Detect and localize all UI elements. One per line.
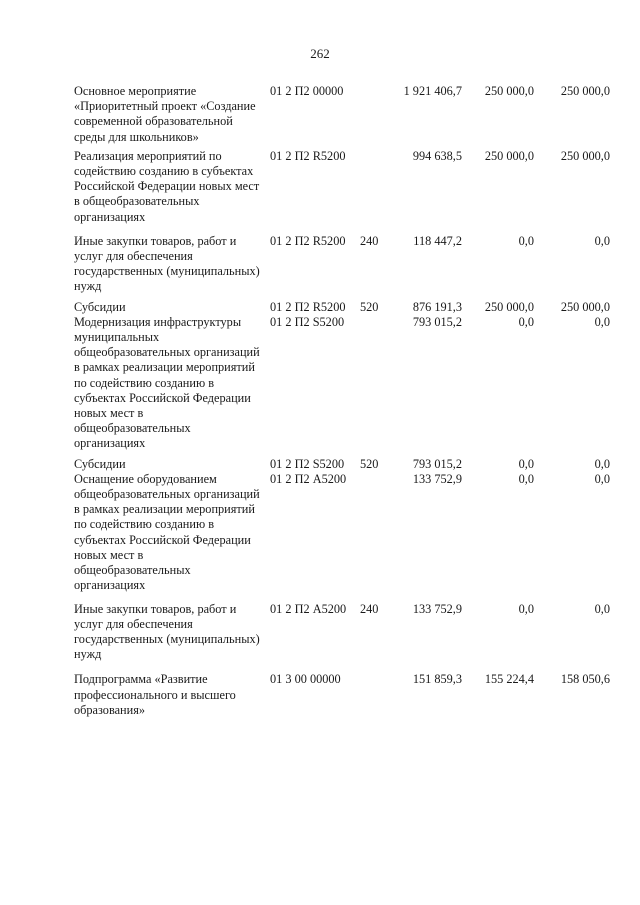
row-value-1: 994 638,5 [412,148,462,163]
table-row [74,472,614,594]
row-name: Подпрограмма «Развитие профессионального и высшего образования» [74,672,236,717]
row-value-3: 0,0 [594,601,610,616]
row-name: Модернизация инфраструктуры муниципальных общеобразовательных организаций в рамках реализации мероприятий по содействию созданию в субъектах Российской Федерации новых мест в общеобразовательных организациях [74,314,260,451]
table-row [74,149,614,225]
row-value-1: 133 752,9 [412,601,462,616]
row-value-2: 0,0 [518,456,534,471]
row-code: 01 2 П2 R5200 [270,233,346,248]
row-value-1: 876 191,3 [412,299,462,314]
table-row [74,300,614,315]
row-name: Основное мероприятие «Приоритетный проект «Создание современной образовательной среды для школьников» [74,84,256,144]
table-row [74,84,614,145]
table-row [74,457,614,472]
row-value-3: 158 050,6 [560,672,610,687]
row-value-3: 250 000,0 [560,148,610,163]
row-code: 01 2 П2 A5200 [270,471,347,486]
table-row [74,672,614,718]
table-row [74,315,614,452]
row-type: 520 [360,456,379,471]
row-name: Субсидии [74,456,126,471]
row-code: 01 2 П2 S5200 [270,314,345,329]
row-value-1: 151 859,3 [412,672,462,687]
row-value-2: 250 000,0 [484,299,534,314]
row-name: Иные закупки товаров, работ и услуг для обеспечения государственных (муниципальных) нужд [74,233,260,294]
row-value-3: 250 000,0 [560,84,610,98]
row-name: Оснащение оборудованием общеобразовательных организаций в рамках реализации мероприятий по содействию созданию в субъектах Российской Федерации новых мест в общеобразовательных организациях [74,471,260,593]
row-code: 01 3 00 00000 [270,672,341,687]
row-value-3: 0,0 [594,233,610,248]
table-row [74,602,614,663]
row-value-3: 0,0 [594,456,610,471]
row-value-2: 250 000,0 [484,84,534,98]
row-code: 01 2 П2 R5200 [270,148,346,163]
row-code: 01 2 П2 00000 [270,84,344,98]
row-name: Иные закупки товаров, работ и услуг для обеспечения государственных (муниципальных) нужд [74,601,260,662]
row-value-3: 0,0 [594,471,610,486]
row-code: 01 2 П2 S5200 [270,456,345,471]
row-code: 01 2 П2 A5200 [270,601,347,616]
row-value-2: 250 000,0 [484,148,534,163]
row-value-1: 118 447,2 [413,233,462,248]
row-code: 01 2 П2 R5200 [270,299,346,314]
row-value-1: 133 752,9 [412,471,462,486]
row-value-1: 1 921 406,7 [403,84,462,98]
row-value-1: 793 015,2 [412,314,462,329]
row-value-3: 0,0 [594,314,610,329]
row-value-3: 250 000,0 [560,299,610,314]
row-type: 520 [360,299,379,314]
page-number: 262 [310,46,330,61]
row-value-2: 0,0 [518,601,534,616]
row-name: Субсидии [74,299,126,314]
table-row [74,234,614,295]
budget-table [74,84,614,718]
row-type: 240 [360,601,379,616]
row-value-2: 155 224,4 [484,672,534,687]
row-value-2: 0,0 [518,314,534,329]
row-value-1: 793 015,2 [412,456,462,471]
row-value-2: 0,0 [518,233,534,248]
row-name: Реализация мероприятий по содействию созданию в субъектах Российской Федерации новых мест в общеобразовательных организациях [74,148,260,224]
row-type: 240 [360,233,379,248]
row-value-2: 0,0 [518,471,534,486]
